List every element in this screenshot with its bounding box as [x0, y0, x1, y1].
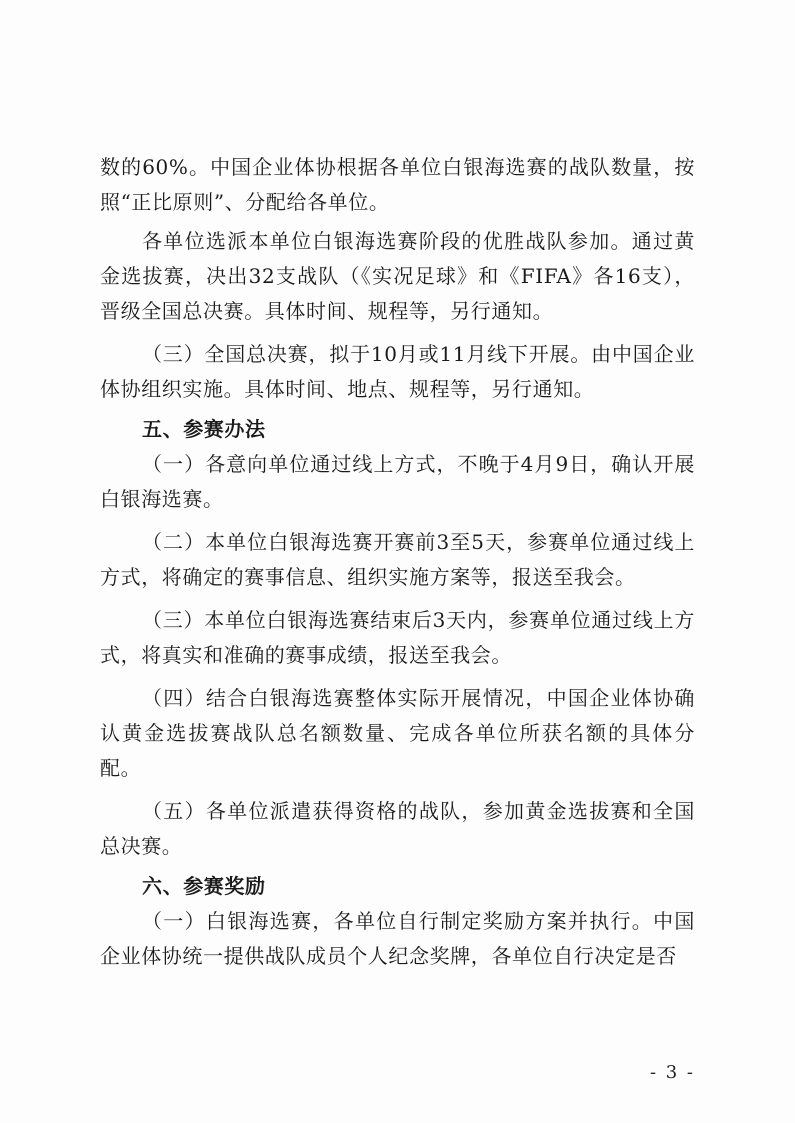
- section5-item-3: （三）本单位白银海选赛结束后3天内，参赛单位通过线上方式，将真实和准确的赛事成绩，报送至我会。: [100, 608, 695, 667]
- paragraph-continuation: 数的60%。中国企业体协根据各单位白银海选赛的战队数量，按照“正比原则”、分配给各单位。: [100, 155, 695, 214]
- section5-item-1: （一）各意向单位通过线上方式，不晚于4月9日，确认开展白银海选赛。: [100, 452, 695, 511]
- section5-item-5: （五）各单位派遣获得资格的战队，参加黄金选拔赛和全国总决赛。: [100, 799, 695, 858]
- section-heading-participation-method: 五、参赛办法: [142, 417, 266, 441]
- section-heading-participation-awards: 六、参赛奖励: [142, 874, 266, 898]
- page-number: - 3 -: [649, 1062, 695, 1083]
- document-body: [100, 150, 695, 974]
- section5-item-4: （四）结合白银海选赛整体实际开展情况，中国企业体协确认黄金选拔赛战队总名额数量、完成各单位所获名额的具体分配。: [100, 686, 695, 780]
- paragraph-gold-selection: 各单位选派本单位白银海选赛阶段的优胜战队参加。通过黄金选拔赛，决出32支战队（《实况足球》和《FIFA》各16支），晋级全国总决赛。具体时间、规程等，另行通知。: [100, 229, 695, 323]
- paragraph-national-final: （三）全国总决赛，拟于10月或11月线下开展。由中国企业体协组织实施。具体时间、地点、规程等，另行通知。: [100, 342, 695, 401]
- section6-item-1: （一）白银海选赛，各单位自行制定奖励方案并执行。中国企业体协统一提供战队成员个人纪念奖牌，各单位自行决定是否: [100, 909, 695, 968]
- section5-item-2: （二）本单位白银海选赛开赛前3至5天，参赛单位通过线上方式，将确定的赛事信息、组织实施方案等，报送至我会。: [100, 530, 695, 589]
